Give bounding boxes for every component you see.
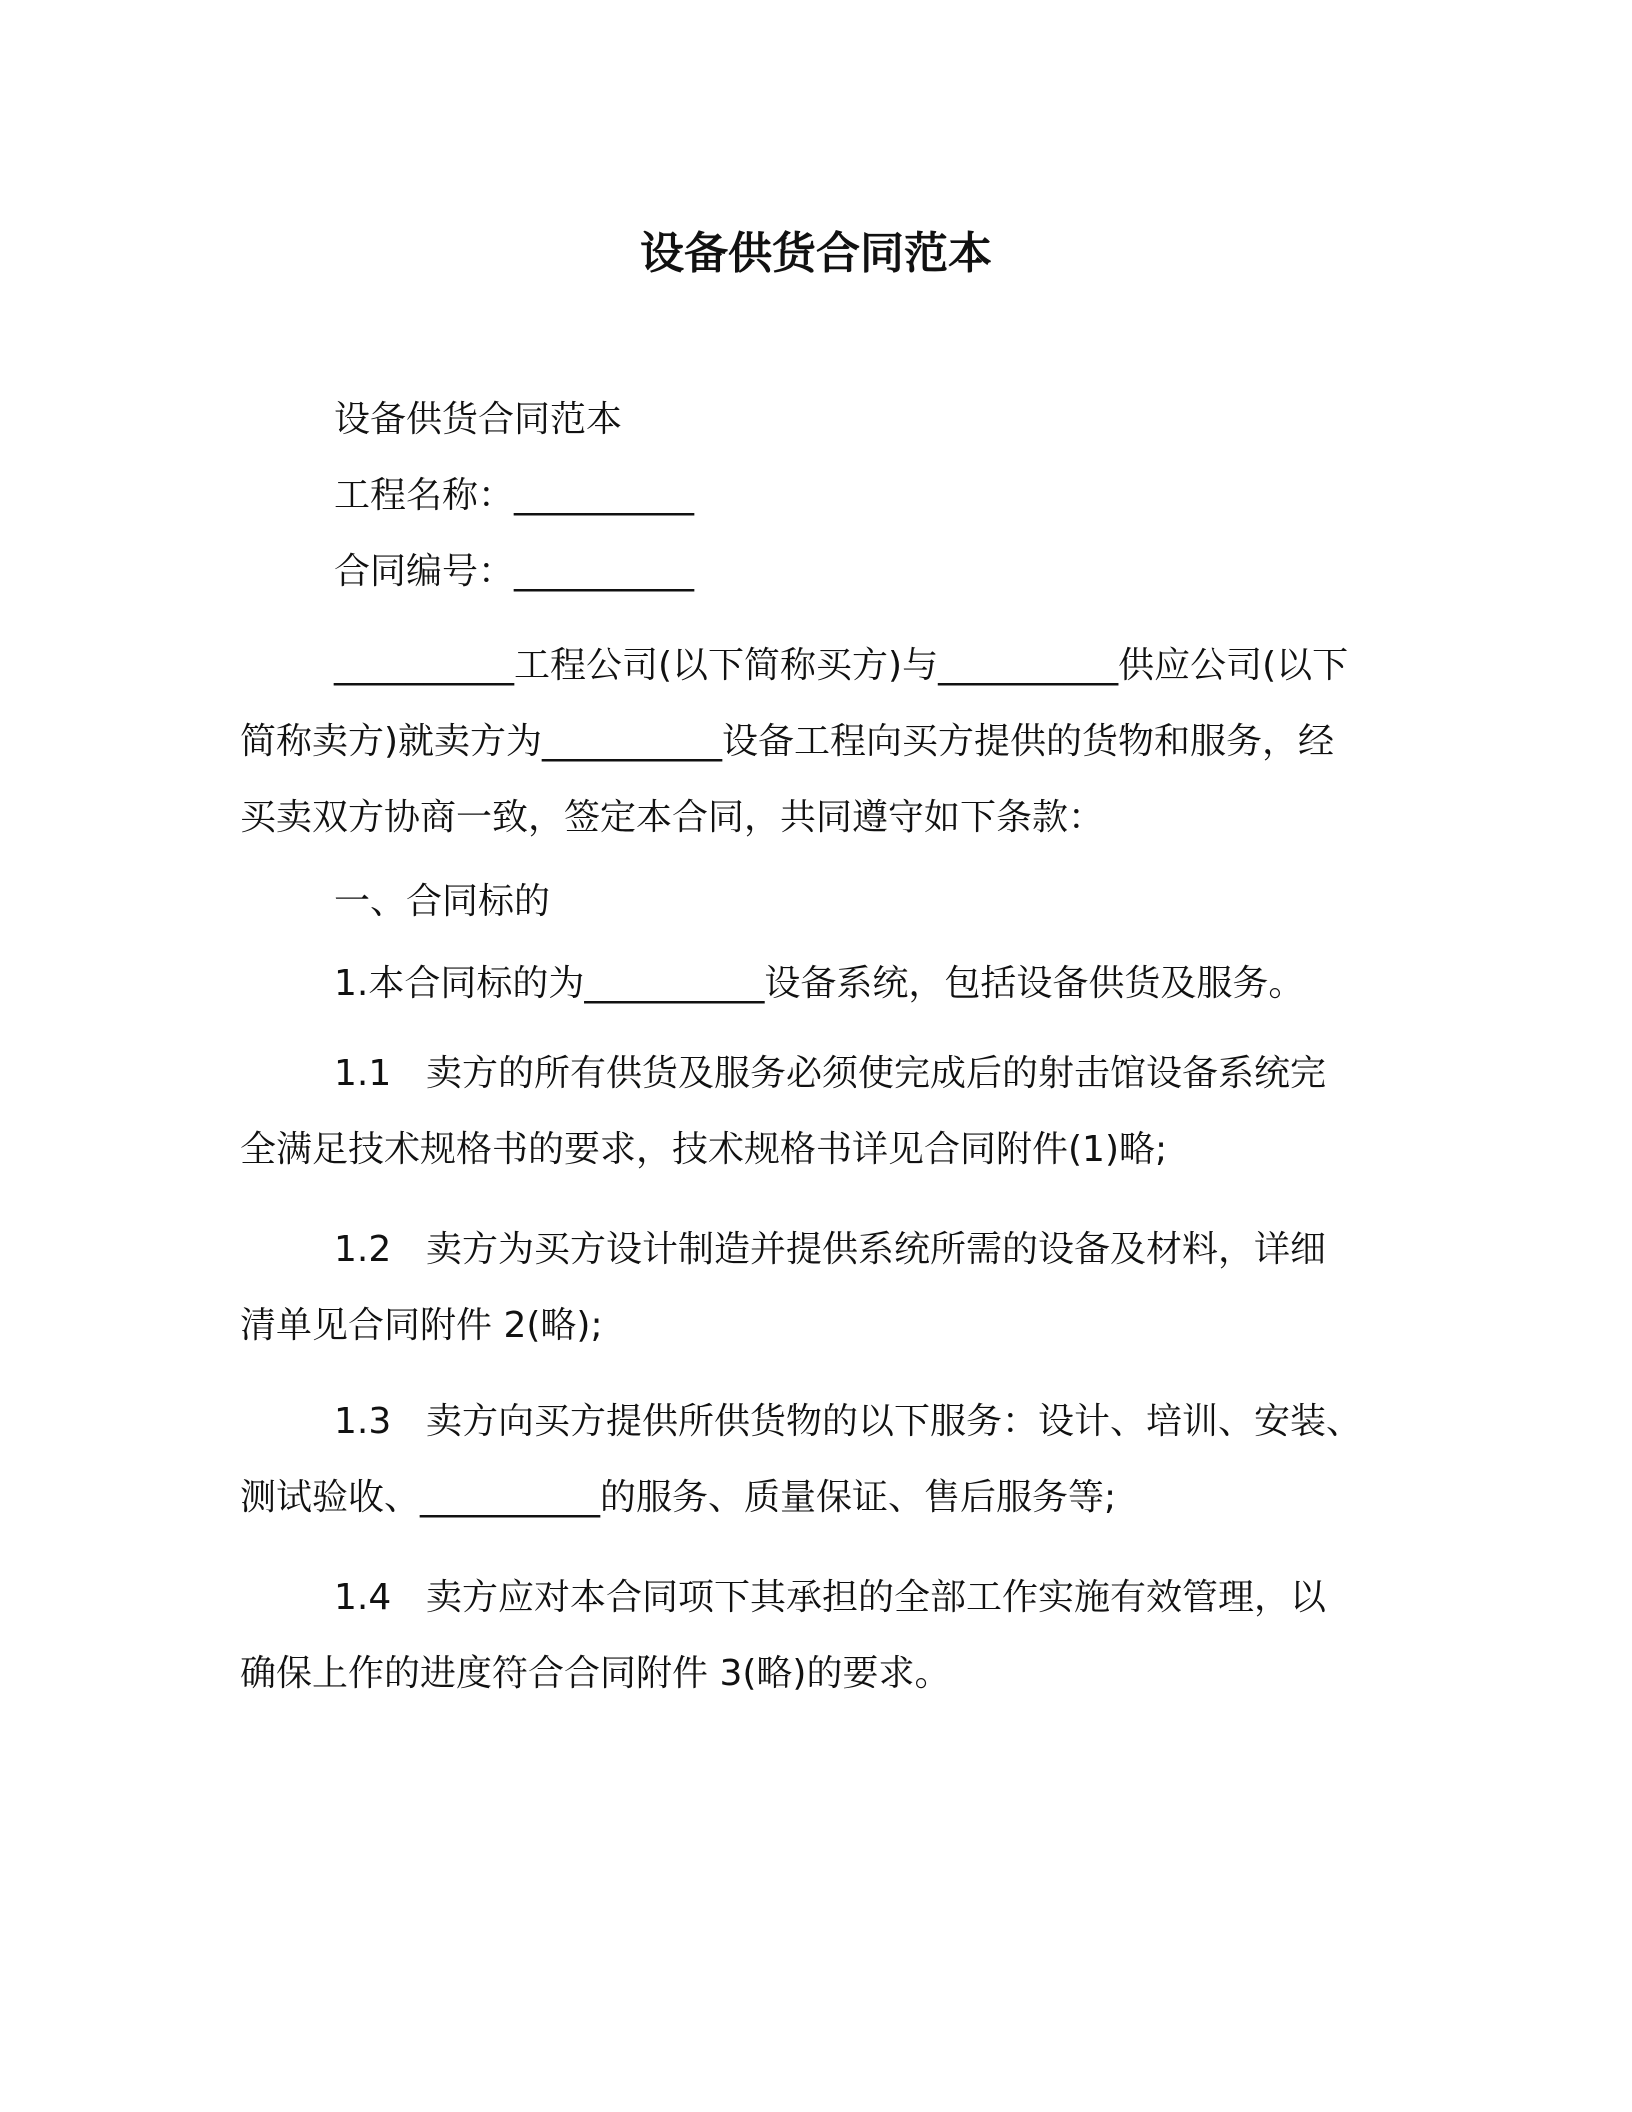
clause-text: 卖方的所有供货及服务必须使完成后的射击馆设备系统完 xyxy=(426,1053,1327,1094)
clause-1-1-line-1 xyxy=(240,1036,1390,1112)
clause-1-1-line-2: 全满足技术规格书的要求，技术规格书详见合同附件(1)略; xyxy=(240,1129,1168,1170)
clause-1-3-line-1 xyxy=(240,1384,1390,1460)
document-title: 设备供货合同范本 xyxy=(640,228,992,279)
clause-1-4-line-2: 确保上作的进度符合合同附件 3(略)的要求。 xyxy=(240,1653,951,1694)
clause-number: 1.2 xyxy=(334,1229,392,1270)
clause-1-1 xyxy=(240,1036,1390,1188)
document-subtitle: 设备供货合同范本 xyxy=(334,399,623,440)
contract-number-line: 合同编号：__________ xyxy=(334,551,695,592)
clause-number: 1.3 xyxy=(334,1401,392,1442)
clause-1-4 xyxy=(240,1560,1390,1712)
clause-text: 卖方应对本合同项下其承担的全部工作实施有效管理，以 xyxy=(426,1577,1327,1618)
intro-paragraph xyxy=(240,628,1390,856)
clause-1-2 xyxy=(240,1212,1390,1364)
clause-1-3-line-2: 测试验收、__________的服务、质量保证、售后服务等; xyxy=(240,1477,1117,1518)
clause-number: 1.1 xyxy=(334,1053,392,1094)
intro-line-2: 简称卖方)就卖方为__________设备工程向买方提供的货物和服务，经 xyxy=(240,721,1335,762)
clause-1-4-line-1 xyxy=(240,1560,1390,1636)
item-1: 1.本合同标的为__________设备系统，包括设备供货及服务。 xyxy=(334,963,1305,1004)
intro-line-1: __________工程公司(以下简称买方)与__________供应公司(以下 xyxy=(334,645,1349,686)
clause-text: 卖方为买方设计制造并提供系统所需的设备及材料，详细 xyxy=(426,1229,1327,1270)
clause-1-2-line-1 xyxy=(240,1212,1390,1288)
clause-text: 卖方向买方提供所供货物的以下服务：设计、培训、安装、 xyxy=(426,1401,1363,1442)
section-heading: 一、合同标的 xyxy=(334,881,551,922)
intro-line-3: 买卖双方协商一致，签定本合同，共同遵守如下条款： xyxy=(240,797,1105,838)
clause-1-3 xyxy=(240,1384,1390,1536)
project-name-line: 工程名称：__________ xyxy=(334,475,695,516)
clause-1-2-line-2: 清单见合同附件 2(略); xyxy=(240,1305,603,1346)
clause-number: 1.4 xyxy=(334,1577,392,1618)
